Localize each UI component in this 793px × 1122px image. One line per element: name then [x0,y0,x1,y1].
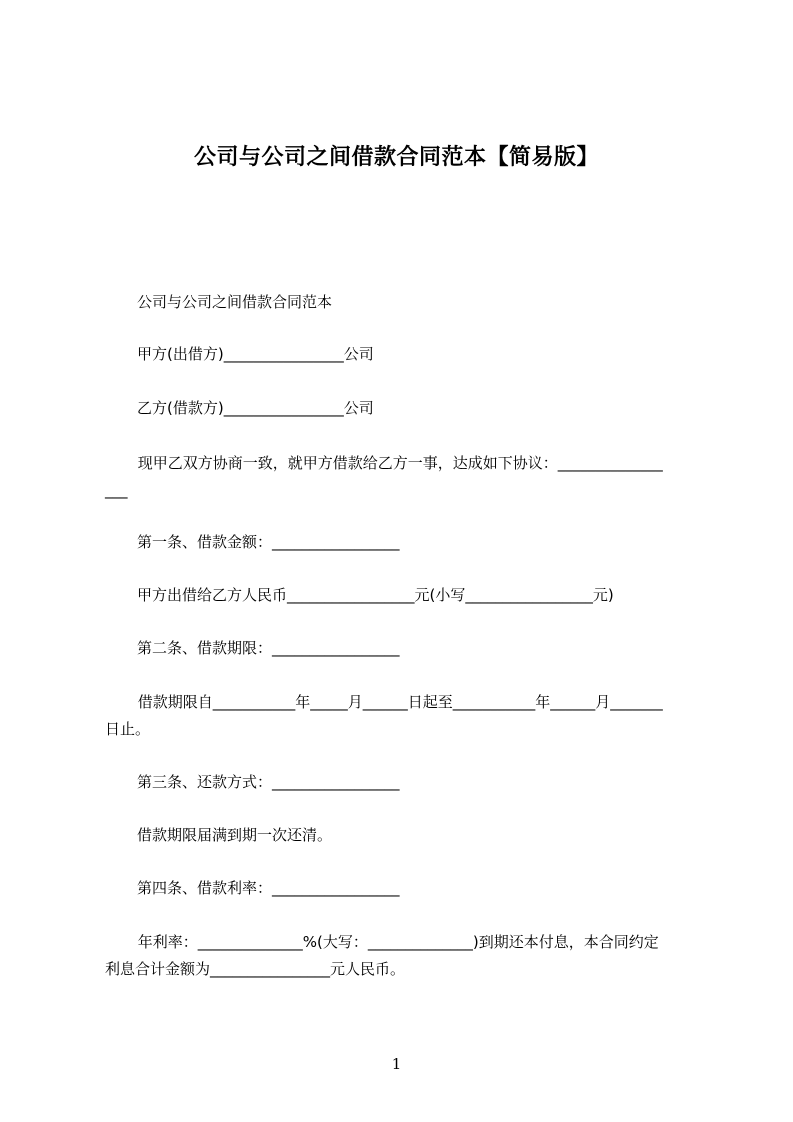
agreement-intro-line: 现甲乙双方协商一致，就甲方借款给乙方一事，达成如下协议：______________ [133,454,663,472]
article-4-heading: 第四条、借款利率：_________________ [137,879,400,897]
repayment-method-line: 借款期限届满到期一次还清。 [137,826,333,844]
loan-term-continuation: 日止。 [105,720,151,738]
paragraph-heading: 公司与公司之间借款合同范本 [137,293,333,311]
interest-rate-line: 年利率：______________%(大写：______________)到期还本付息，本合同约定 [133,933,659,951]
page-number: 1 [391,1055,402,1073]
interest-rate-continuation: 利息合计金额为________________元人民币。 [105,960,406,978]
article-3-heading: 第三条、还款方式：_________________ [137,773,400,791]
document-title: 公司与公司之间借款合同范本【简易版】 [193,145,599,170]
article-1-heading: 第一条、借款金额：_________________ [137,533,400,551]
party-b-line: 乙方(借款方)________________公司 [137,399,374,417]
party-a-line: 甲方(出借方)________________公司 [137,345,374,363]
loan-term-line: 借款期限自___________年_____月______日起至___________年______月_______ [133,693,663,711]
agreement-intro-continuation: ___ [105,481,128,499]
loan-amount-line: 甲方出借给乙方人民币_________________元(小写_________________元) [137,586,614,604]
article-2-heading: 第二条、借款期限：_________________ [137,639,400,657]
